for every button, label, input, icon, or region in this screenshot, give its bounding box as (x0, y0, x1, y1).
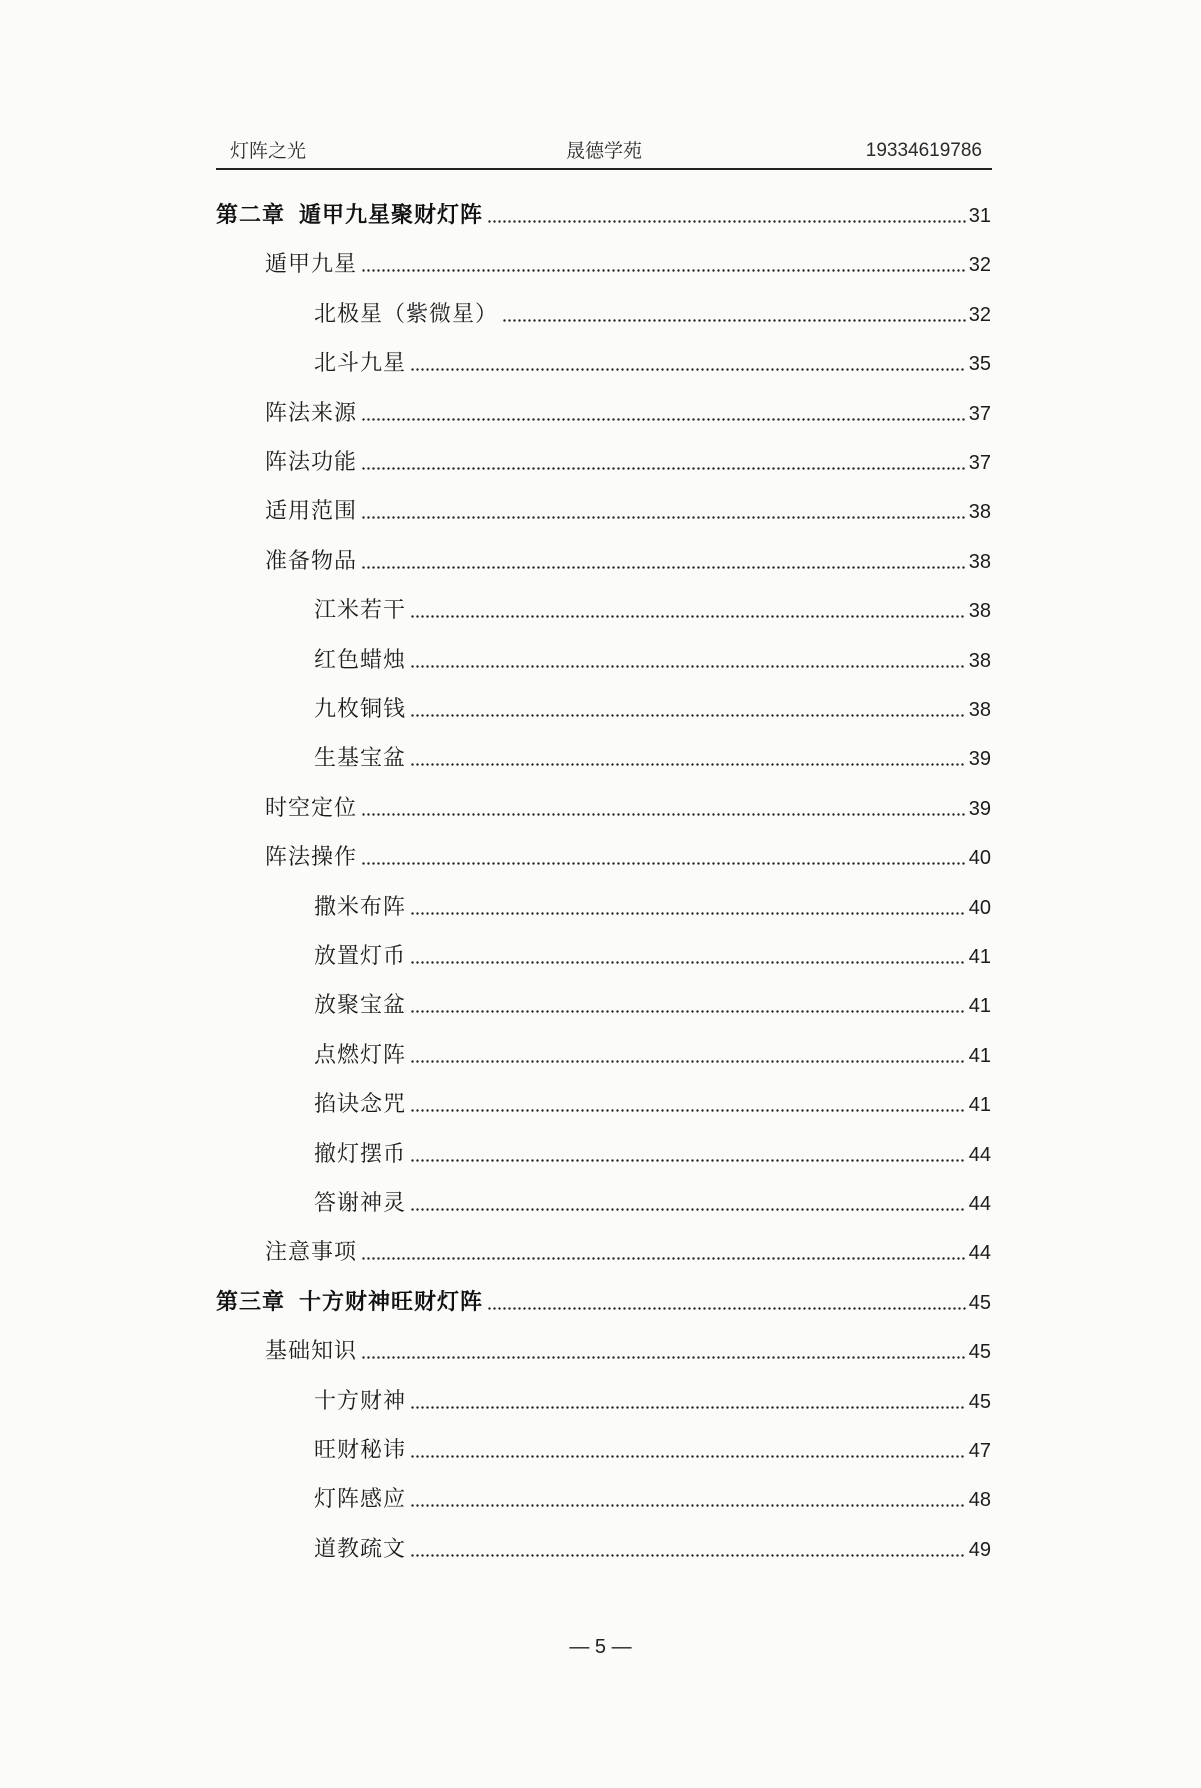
toc-entry-title: 放置灯币 (314, 944, 407, 969)
toc-chapter-number: 第二章 (216, 203, 286, 228)
toc-page-number: 44 (968, 1242, 991, 1264)
toc-leader-dots (361, 513, 966, 521)
header-publisher: 晟德学苑 (565, 140, 642, 162)
toc-page-number: 41 (968, 946, 991, 968)
toc-leader-dots (410, 365, 966, 373)
toc-leader-dots (361, 1254, 966, 1262)
toc-entry (314, 990, 991, 1020)
toc-page-number: 40 (968, 847, 991, 869)
toc-entry (265, 1237, 991, 1267)
toc-entry (314, 1435, 991, 1465)
toc-chapter-name: 十方财神旺财灯阵 (299, 1290, 484, 1315)
toc-entry (265, 496, 991, 526)
toc-page-number: 41 (968, 1094, 991, 1116)
toc-entry-title: 北极星（紫微星） (314, 302, 499, 327)
toc-page-number: 32 (968, 304, 991, 326)
toc-entry-title: 注意事项 (265, 1240, 358, 1265)
toc-page-number: 35 (968, 353, 991, 375)
toc-leader-dots (361, 464, 966, 472)
toc-entry (265, 1336, 991, 1366)
toc-page-number: 39 (968, 798, 991, 820)
toc-page-number: 45 (968, 1391, 991, 1413)
toc-entry (314, 1040, 991, 1070)
toc-entry-title (216, 1289, 487, 1317)
toc-entry (314, 1484, 991, 1514)
toc-entry-title: 答谢神灵 (314, 1191, 407, 1216)
toc-entry-title: 基础知识 (265, 1339, 358, 1364)
toc-entry (314, 743, 991, 773)
toc-entry (265, 793, 991, 823)
toc-entry-title: 适用范围 (265, 499, 358, 524)
toc-entry (314, 348, 991, 378)
toc-entry-title: 灯阵感应 (314, 1487, 407, 1512)
toc-entry (314, 1089, 991, 1119)
toc-page-number: 31 (968, 205, 991, 227)
toc-entry-title: 准备物品 (265, 549, 358, 574)
toc-entry (265, 447, 991, 477)
header-phone: 19334619786 (865, 140, 982, 161)
toc-page-number: 44 (968, 1193, 991, 1215)
toc-leader-dots (487, 217, 966, 225)
toc-leader-dots (361, 415, 966, 423)
toc-entry (314, 1188, 991, 1218)
toc-leader-dots (410, 760, 966, 768)
toc-page-number: 38 (968, 600, 991, 622)
toc-page-number: 47 (968, 1440, 991, 1462)
toc-leader-dots (410, 1551, 966, 1559)
toc-entry (314, 1386, 991, 1416)
toc-chapter-entry (216, 1287, 991, 1317)
toc-page-number: 38 (968, 650, 991, 672)
toc-entry (265, 398, 991, 428)
toc-page-number: 48 (968, 1489, 991, 1511)
toc-leader-dots (410, 1501, 966, 1509)
toc-entry-title: 红色蜡烛 (314, 648, 407, 673)
toc-page-number: 45 (968, 1341, 991, 1363)
toc-leader-dots (410, 909, 966, 917)
toc-leader-dots (410, 1452, 966, 1460)
toc-page-number: 41 (968, 1045, 991, 1067)
toc-page-number: 38 (968, 699, 991, 721)
toc-entry-title (216, 202, 487, 230)
toc-leader-dots (361, 810, 966, 818)
toc-entry (314, 694, 991, 724)
toc-page-number: 39 (968, 748, 991, 770)
toc-entry-title: 道教疏文 (314, 1537, 407, 1562)
toc-leader-dots (410, 662, 966, 670)
toc-entry-title: 江米若干 (314, 598, 407, 623)
toc-chapter-number: 第三章 (216, 1290, 286, 1315)
toc-entry (314, 1534, 991, 1564)
toc-page-number: 37 (968, 452, 991, 474)
toc-page-number: 44 (968, 1144, 991, 1166)
toc-leader-dots (410, 612, 966, 620)
toc-leader-dots (361, 859, 966, 867)
toc-leader-dots (410, 1205, 966, 1213)
toc-chapter-entry (216, 200, 991, 230)
toc-page-number: 32 (968, 254, 991, 276)
toc-entry-title: 阵法操作 (265, 845, 358, 870)
toc-leader-dots (502, 316, 966, 324)
toc-entry (314, 941, 991, 971)
page-header (216, 136, 992, 170)
toc-leader-dots (361, 1353, 966, 1361)
toc-page-number: 40 (968, 897, 991, 919)
toc-entry (314, 1139, 991, 1169)
toc-page-number: 38 (968, 501, 991, 523)
toc-page-number: 45 (968, 1292, 991, 1314)
toc-leader-dots (410, 1156, 966, 1164)
toc-page-number: 49 (968, 1539, 991, 1561)
toc-entry (314, 299, 991, 329)
toc-page-number: 41 (968, 995, 991, 1017)
toc-leader-dots (410, 958, 966, 966)
toc-leader-dots (361, 266, 966, 274)
toc-leader-dots (410, 1007, 966, 1015)
toc-entry-title: 遁甲九星 (265, 252, 358, 277)
toc-entry-title: 撒米布阵 (314, 895, 407, 920)
toc-entry-title: 放聚宝盆 (314, 993, 407, 1018)
toc-entry (265, 546, 991, 576)
toc-entry-title: 北斗九星 (314, 351, 407, 376)
toc-entry-title: 生基宝盆 (314, 746, 407, 771)
toc-leader-dots (410, 1057, 966, 1065)
toc-entry-title: 时空定位 (265, 796, 358, 821)
toc-entry-title: 点燃灯阵 (314, 1043, 407, 1068)
toc-entry (314, 595, 991, 625)
toc-leader-dots (410, 1106, 966, 1114)
toc-entry-title: 掐诀念咒 (314, 1092, 407, 1117)
toc-entry-title: 阵法功能 (265, 450, 358, 475)
toc-entry-title: 九枚铜钱 (314, 697, 407, 722)
header-book-title: 灯阵之光 (230, 140, 307, 162)
toc-entry-title: 阵法来源 (265, 401, 358, 426)
toc-leader-dots (410, 1403, 966, 1411)
toc-entry-title: 撤灯摆币 (314, 1142, 407, 1167)
toc-leader-dots (361, 563, 966, 571)
toc-leader-dots (410, 711, 966, 719)
toc-entry-title: 旺财秘讳 (314, 1438, 407, 1463)
toc-entry (314, 892, 991, 922)
toc-entry (314, 645, 991, 675)
toc-page-number: 38 (968, 551, 991, 573)
toc-entry (265, 842, 991, 872)
toc-leader-dots (487, 1304, 966, 1312)
toc-entry-title: 十方财神 (314, 1389, 407, 1414)
toc-entry (265, 249, 991, 279)
page-number: — 5 — (569, 1636, 632, 1658)
toc-page-number: 37 (968, 403, 991, 425)
toc-chapter-name: 遁甲九星聚财灯阵 (299, 203, 484, 228)
